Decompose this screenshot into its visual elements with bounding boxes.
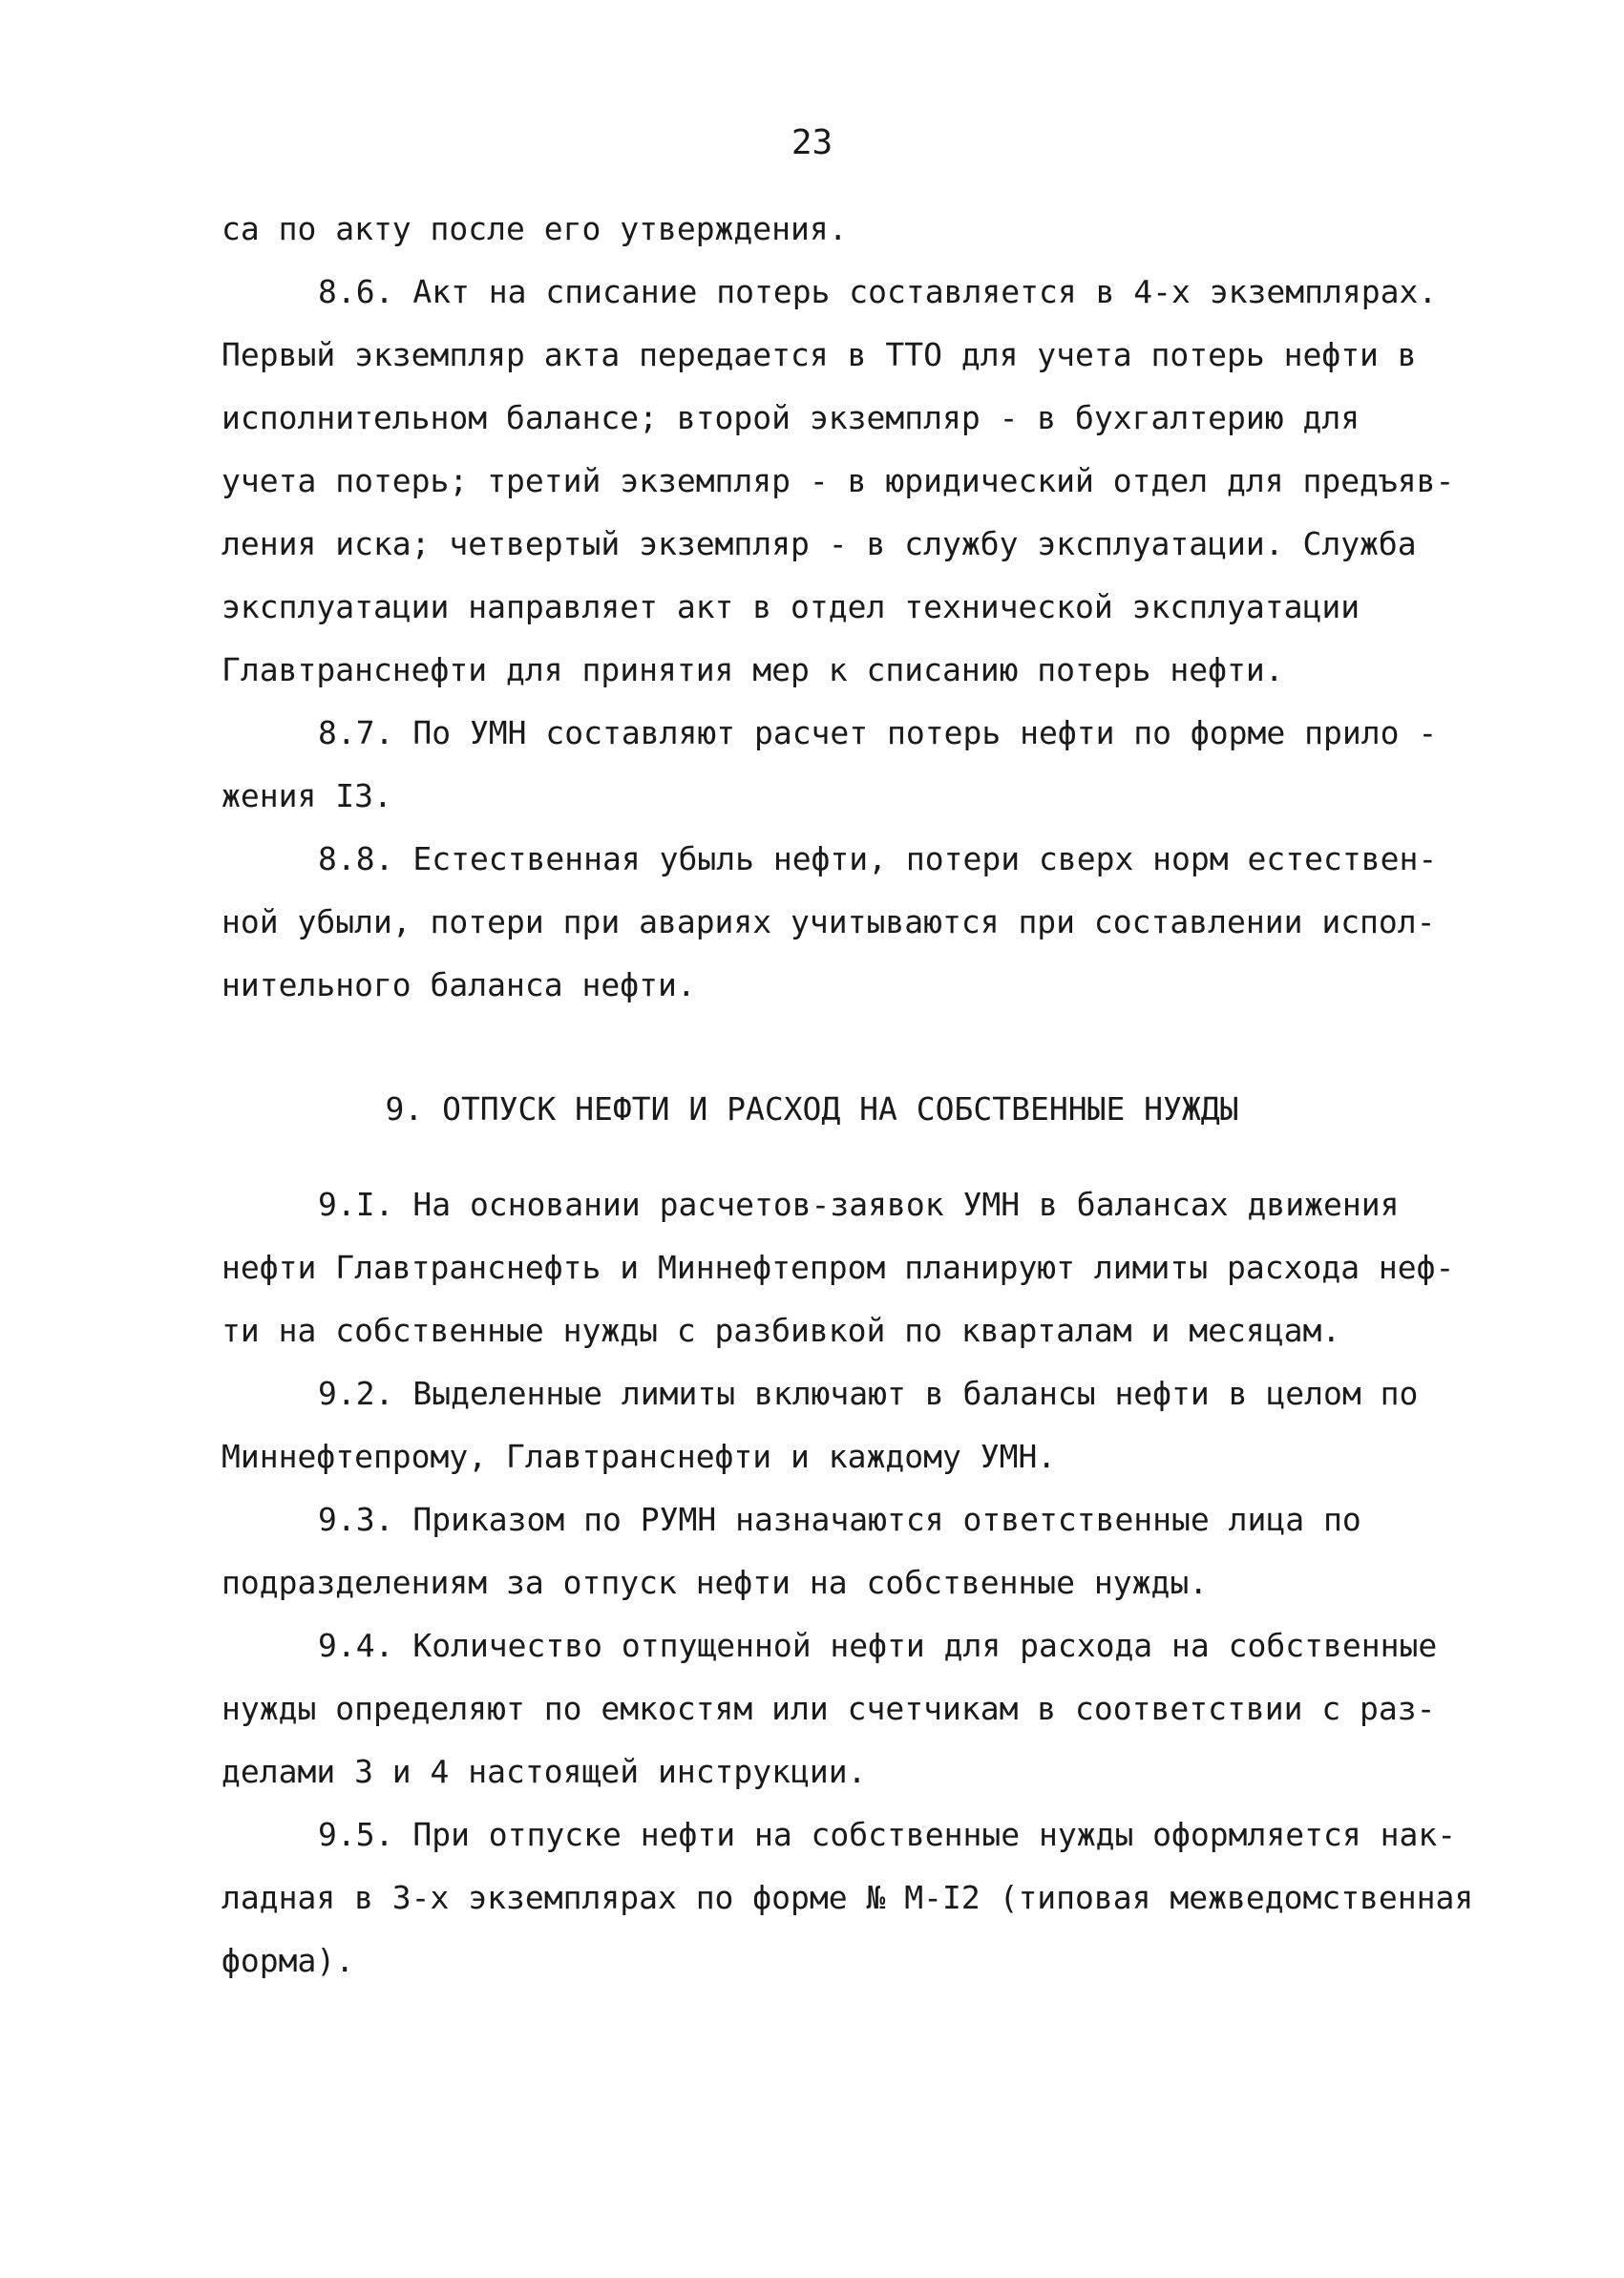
text-line: нефти Главтранснефть и Миннефтепром планируют лимиты расхода неф-	[221, 1249, 1455, 1286]
page-number: 23	[791, 123, 833, 162]
text-line: нужды определяют по емкостям или счетчикам в соответствии с раз-	[221, 1690, 1436, 1727]
text-line: 9.5. При отпуске нефти на собственные нужды оформляется нак-	[318, 1816, 1457, 1853]
text-line: форма).	[221, 1942, 355, 1979]
text-line: 9.3. Приказом по РУМН назначаются ответственные лица по	[318, 1501, 1361, 1538]
text-line: 8.7. По УМН составляют расчет потерь нефти по форме прило -	[318, 714, 1438, 751]
text-line: са по акту после его утверждения.	[221, 210, 848, 247]
text-line: подразделениям за отпуск нефти на собственные нужды.	[221, 1564, 1209, 1601]
text-line: Первый экземпляр акта передается в ТТО для учета потерь нефти в	[221, 336, 1417, 373]
text-line: Миннефтепрому, Главтранснефти и каждому УМН.	[221, 1438, 1057, 1475]
text-line: 8.6. Акт на списание потерь составляется в 4-х экземплярах.	[318, 273, 1438, 310]
text-line: 9.I. На основании расчетов-заявок УМН в балансах движения	[318, 1186, 1400, 1223]
text-line: 9.2. Выделенные лимиты включают в балансы нефти в целом по	[318, 1375, 1419, 1412]
text-line: эксплуатации направляет акт в отдел технической эксплуатации	[221, 588, 1360, 625]
text-line: исполнительном балансе; второй экземпляр - в бухгалтерию для	[221, 399, 1360, 436]
text-line: учета потерь; третий экземпляр - в юридический отдел для предъяв-	[221, 462, 1455, 499]
text-line: жения I3.	[221, 777, 392, 814]
text-line: 9.4. Количество отпущенной нефти для расхода на собственные	[318, 1627, 1438, 1664]
text-line: нительного баланса нефти.	[221, 966, 696, 1003]
text-line: ти на собственные нужды с разбивкой по кварталам и месяцам.	[221, 1312, 1341, 1349]
text-line: Главтранснефти для принятия мер к списанию потерь нефти.	[221, 651, 1284, 688]
text-line: делами 3 и 4 настоящей инструкции.	[221, 1753, 867, 1790]
text-line: 8.8. Естественная убыль нефти, потери сверх норм естествен-	[318, 840, 1438, 877]
section-heading: 9. ОТПУСК НЕФТИ И РАСХОД НА СОБСТВЕННЫЕ НУЖДЫ	[385, 1090, 1239, 1128]
text-line: ной убыли, потери при авариях учитываются при составлении испол-	[221, 903, 1436, 940]
text-line: ладная в 3-х экземплярах по форме № М-I2 (типовая межведомственная	[221, 1879, 1474, 1916]
text-line: ления иска; четвертый экземпляр - в службу эксплуатации. Служба	[221, 525, 1417, 562]
